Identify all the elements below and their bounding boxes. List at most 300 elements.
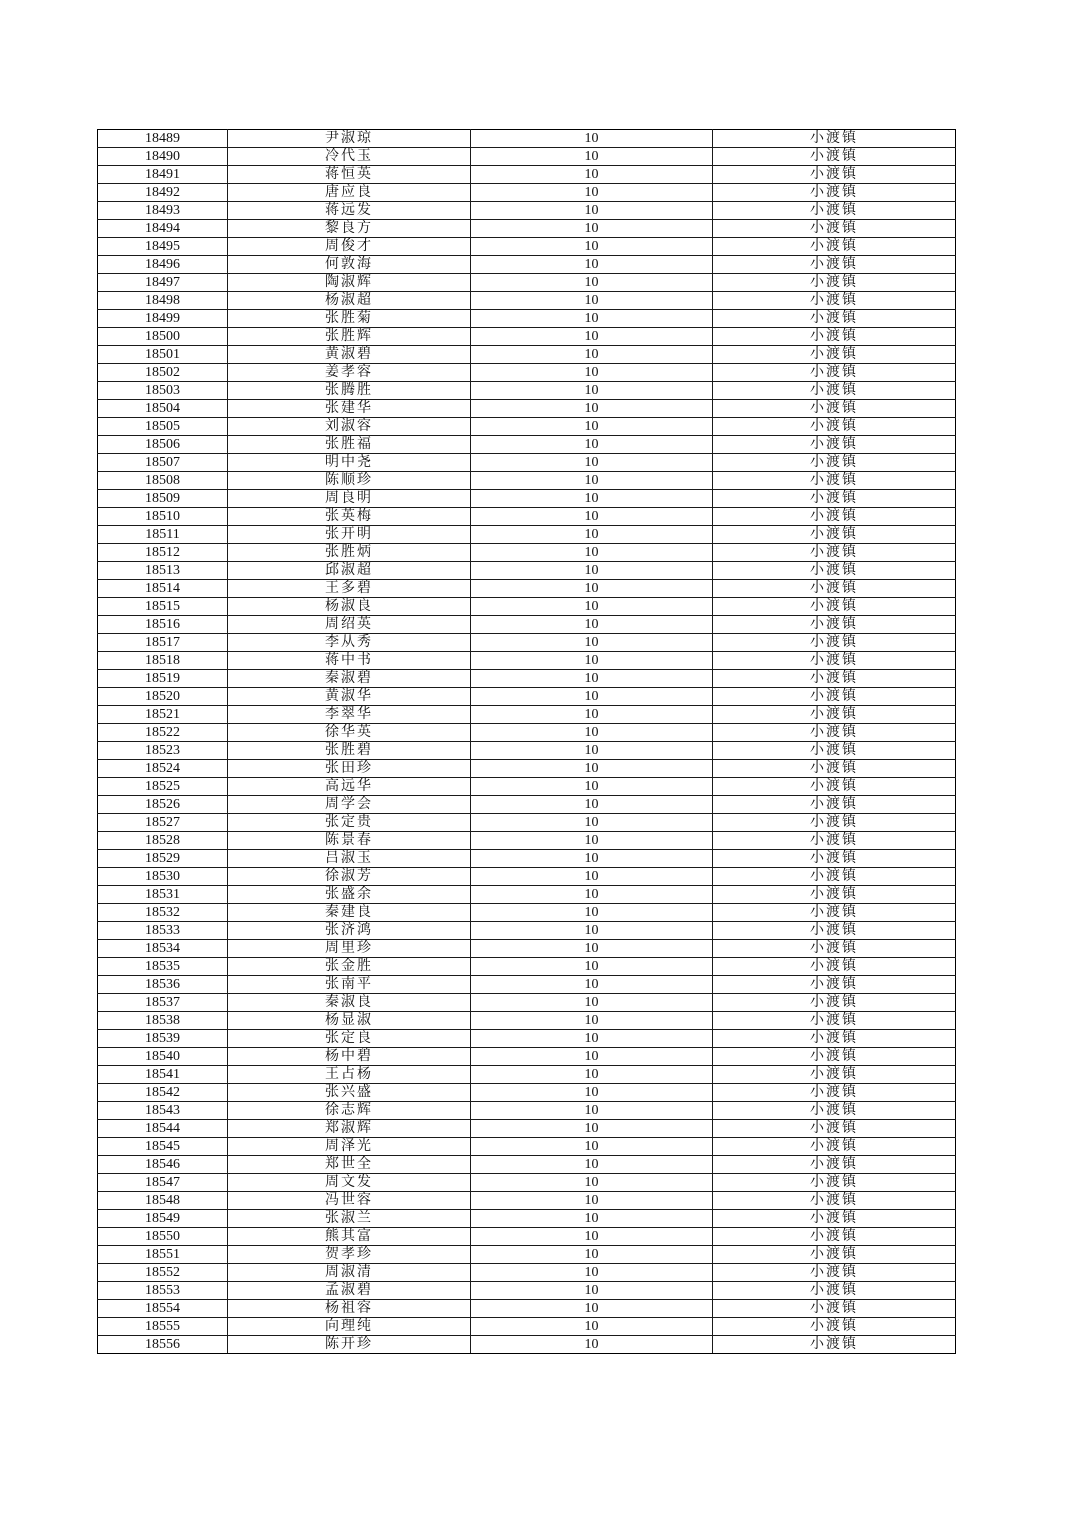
- town-cell: 小渡镇: [713, 850, 956, 868]
- amount-cell: 10: [471, 1228, 713, 1246]
- person-name-cell: 周文发: [228, 1174, 471, 1192]
- person-name-cell: 黎良方: [228, 220, 471, 238]
- table-row: [98, 238, 956, 256]
- person-name-cell: 孟淑碧: [228, 1282, 471, 1300]
- table-row: [98, 922, 956, 940]
- amount-cell: 10: [471, 1030, 713, 1048]
- row-number-cell: 18510: [98, 508, 228, 526]
- town-cell: 小渡镇: [713, 490, 956, 508]
- town-cell: 小渡镇: [713, 958, 956, 976]
- town-cell: 小渡镇: [713, 328, 956, 346]
- amount-cell: 10: [471, 724, 713, 742]
- person-name-cell: 熊其富: [228, 1228, 471, 1246]
- table-row: [98, 148, 956, 166]
- row-number-cell: 18494: [98, 220, 228, 238]
- table-row: [98, 742, 956, 760]
- person-name-cell: 张建华: [228, 400, 471, 418]
- town-cell: 小渡镇: [713, 940, 956, 958]
- row-number-cell: 18525: [98, 778, 228, 796]
- amount-cell: 10: [471, 940, 713, 958]
- amount-cell: 10: [471, 976, 713, 994]
- town-cell: 小渡镇: [713, 652, 956, 670]
- row-number-cell: 18538: [98, 1012, 228, 1030]
- amount-cell: 10: [471, 1282, 713, 1300]
- table-row: [98, 1246, 956, 1264]
- town-cell: 小渡镇: [713, 922, 956, 940]
- person-name-cell: 秦淑碧: [228, 670, 471, 688]
- town-cell: 小渡镇: [713, 1102, 956, 1120]
- data-table: [97, 129, 956, 1354]
- person-name-cell: 张济鸿: [228, 922, 471, 940]
- amount-cell: 10: [471, 454, 713, 472]
- amount-cell: 10: [471, 814, 713, 832]
- person-name-cell: 秦淑良: [228, 994, 471, 1012]
- amount-cell: 10: [471, 544, 713, 562]
- row-number-cell: 18495: [98, 238, 228, 256]
- table-row: [98, 1138, 956, 1156]
- amount-cell: 10: [471, 760, 713, 778]
- town-cell: 小渡镇: [713, 904, 956, 922]
- table-row: [98, 1030, 956, 1048]
- town-cell: 小渡镇: [713, 796, 956, 814]
- row-number-cell: 18521: [98, 706, 228, 724]
- person-name-cell: 张淑兰: [228, 1210, 471, 1228]
- table-row: [98, 940, 956, 958]
- row-number-cell: 18544: [98, 1120, 228, 1138]
- amount-cell: 10: [471, 1318, 713, 1336]
- town-cell: 小渡镇: [713, 1282, 956, 1300]
- row-number-cell: 18519: [98, 670, 228, 688]
- table-row: [98, 544, 956, 562]
- amount-cell: 10: [471, 886, 713, 904]
- table-row: [98, 562, 956, 580]
- town-cell: 小渡镇: [713, 202, 956, 220]
- amount-cell: 10: [471, 256, 713, 274]
- row-number-cell: 18531: [98, 886, 228, 904]
- table-row: [98, 706, 956, 724]
- row-number-cell: 18491: [98, 166, 228, 184]
- town-cell: 小渡镇: [713, 1084, 956, 1102]
- table-row: [98, 526, 956, 544]
- row-number-cell: 18532: [98, 904, 228, 922]
- row-number-cell: 18505: [98, 418, 228, 436]
- person-name-cell: 吕淑玉: [228, 850, 471, 868]
- amount-cell: 10: [471, 292, 713, 310]
- person-name-cell: 何敦海: [228, 256, 471, 274]
- row-number-cell: 18493: [98, 202, 228, 220]
- person-name-cell: 徐志辉: [228, 1102, 471, 1120]
- row-number-cell: 18526: [98, 796, 228, 814]
- town-cell: 小渡镇: [713, 1228, 956, 1246]
- person-name-cell: 陶淑辉: [228, 274, 471, 292]
- row-number-cell: 18540: [98, 1048, 228, 1066]
- amount-cell: 10: [471, 436, 713, 454]
- row-number-cell: 18513: [98, 562, 228, 580]
- town-cell: 小渡镇: [713, 436, 956, 454]
- person-name-cell: 黄淑华: [228, 688, 471, 706]
- person-name-cell: 周淑清: [228, 1264, 471, 1282]
- row-number-cell: 18498: [98, 292, 228, 310]
- person-name-cell: 张腾胜: [228, 382, 471, 400]
- amount-cell: 10: [471, 778, 713, 796]
- person-name-cell: 冷代玉: [228, 148, 471, 166]
- table-row: [98, 220, 956, 238]
- table-row: [98, 346, 956, 364]
- table-row: [98, 310, 956, 328]
- amount-cell: 10: [471, 742, 713, 760]
- person-name-cell: 张南平: [228, 976, 471, 994]
- table-row: [98, 958, 956, 976]
- table-row: [98, 652, 956, 670]
- table-row: [98, 796, 956, 814]
- town-cell: 小渡镇: [713, 364, 956, 382]
- person-name-cell: 冯世容: [228, 1192, 471, 1210]
- table-row: [98, 688, 956, 706]
- person-name-cell: 王占杨: [228, 1066, 471, 1084]
- person-name-cell: 尹淑琼: [228, 130, 471, 148]
- row-number-cell: 18530: [98, 868, 228, 886]
- table-row: [98, 1192, 956, 1210]
- town-cell: 小渡镇: [713, 184, 956, 202]
- town-cell: 小渡镇: [713, 562, 956, 580]
- row-number-cell: 18543: [98, 1102, 228, 1120]
- town-cell: 小渡镇: [713, 1030, 956, 1048]
- table-row: [98, 508, 956, 526]
- town-cell: 小渡镇: [713, 742, 956, 760]
- table-row: [98, 490, 956, 508]
- row-number-cell: 18529: [98, 850, 228, 868]
- person-name-cell: 贺孝珍: [228, 1246, 471, 1264]
- town-cell: 小渡镇: [713, 994, 956, 1012]
- row-number-cell: 18537: [98, 994, 228, 1012]
- person-name-cell: 张胜福: [228, 436, 471, 454]
- table-row: [98, 202, 956, 220]
- person-name-cell: 明中尧: [228, 454, 471, 472]
- table-row: [98, 1012, 956, 1030]
- town-cell: 小渡镇: [713, 778, 956, 796]
- table-row: [98, 1066, 956, 1084]
- person-name-cell: 周学会: [228, 796, 471, 814]
- table-row: [98, 1264, 956, 1282]
- table-row: [98, 1102, 956, 1120]
- amount-cell: 10: [471, 328, 713, 346]
- amount-cell: 10: [471, 346, 713, 364]
- amount-cell: 10: [471, 1066, 713, 1084]
- table-row: [98, 616, 956, 634]
- table-row: [98, 400, 956, 418]
- person-name-cell: 姜孝容: [228, 364, 471, 382]
- table-row: [98, 1336, 956, 1354]
- town-cell: 小渡镇: [713, 706, 956, 724]
- town-cell: 小渡镇: [713, 724, 956, 742]
- row-number-cell: 18539: [98, 1030, 228, 1048]
- town-cell: 小渡镇: [713, 1156, 956, 1174]
- amount-cell: 10: [471, 1192, 713, 1210]
- table-row: [98, 580, 956, 598]
- row-number-cell: 18489: [98, 130, 228, 148]
- table-row: [98, 778, 956, 796]
- table-row: [98, 1174, 956, 1192]
- table-row: [98, 976, 956, 994]
- table-row: [98, 724, 956, 742]
- person-name-cell: 蒋恒英: [228, 166, 471, 184]
- town-cell: 小渡镇: [713, 130, 956, 148]
- table-row: [98, 850, 956, 868]
- row-number-cell: 18546: [98, 1156, 228, 1174]
- town-cell: 小渡镇: [713, 292, 956, 310]
- table-row: [98, 382, 956, 400]
- row-number-cell: 18534: [98, 940, 228, 958]
- amount-cell: 10: [471, 850, 713, 868]
- town-cell: 小渡镇: [713, 976, 956, 994]
- row-number-cell: 18492: [98, 184, 228, 202]
- town-cell: 小渡镇: [713, 256, 956, 274]
- row-number-cell: 18548: [98, 1192, 228, 1210]
- person-name-cell: 张胜菊: [228, 310, 471, 328]
- town-cell: 小渡镇: [713, 508, 956, 526]
- amount-cell: 10: [471, 922, 713, 940]
- person-name-cell: 张定良: [228, 1030, 471, 1048]
- table-row: [98, 814, 956, 832]
- person-name-cell: 陈开珍: [228, 1336, 471, 1354]
- amount-cell: 10: [471, 1336, 713, 1354]
- town-cell: 小渡镇: [713, 526, 956, 544]
- row-number-cell: 18506: [98, 436, 228, 454]
- town-cell: 小渡镇: [713, 1264, 956, 1282]
- table-row: [98, 832, 956, 850]
- row-number-cell: 18552: [98, 1264, 228, 1282]
- amount-cell: 10: [471, 1048, 713, 1066]
- amount-cell: 10: [471, 490, 713, 508]
- row-number-cell: 18512: [98, 544, 228, 562]
- person-name-cell: 李翠华: [228, 706, 471, 724]
- row-number-cell: 18547: [98, 1174, 228, 1192]
- amount-cell: 10: [471, 796, 713, 814]
- town-cell: 小渡镇: [713, 598, 956, 616]
- row-number-cell: 18536: [98, 976, 228, 994]
- row-number-cell: 18527: [98, 814, 228, 832]
- town-cell: 小渡镇: [713, 580, 956, 598]
- town-cell: 小渡镇: [713, 1192, 956, 1210]
- row-number-cell: 18501: [98, 346, 228, 364]
- amount-cell: 10: [471, 400, 713, 418]
- town-cell: 小渡镇: [713, 832, 956, 850]
- row-number-cell: 18524: [98, 760, 228, 778]
- person-name-cell: 郑淑辉: [228, 1120, 471, 1138]
- row-number-cell: 18554: [98, 1300, 228, 1318]
- town-cell: 小渡镇: [713, 634, 956, 652]
- row-number-cell: 18535: [98, 958, 228, 976]
- row-number-cell: 18549: [98, 1210, 228, 1228]
- table-row: [98, 1048, 956, 1066]
- row-number-cell: 18556: [98, 1336, 228, 1354]
- amount-cell: 10: [471, 364, 713, 382]
- amount-cell: 10: [471, 1174, 713, 1192]
- row-number-cell: 18507: [98, 454, 228, 472]
- row-number-cell: 18528: [98, 832, 228, 850]
- amount-cell: 10: [471, 562, 713, 580]
- person-name-cell: 杨显淑: [228, 1012, 471, 1030]
- amount-cell: 10: [471, 1120, 713, 1138]
- amount-cell: 10: [471, 958, 713, 976]
- table-row: [98, 292, 956, 310]
- town-cell: 小渡镇: [713, 616, 956, 634]
- town-cell: 小渡镇: [713, 1336, 956, 1354]
- table-row: [98, 418, 956, 436]
- amount-cell: 10: [471, 274, 713, 292]
- town-cell: 小渡镇: [713, 1048, 956, 1066]
- amount-cell: 10: [471, 382, 713, 400]
- person-name-cell: 张胜碧: [228, 742, 471, 760]
- person-name-cell: 张兴盛: [228, 1084, 471, 1102]
- table-row: [98, 868, 956, 886]
- amount-cell: 10: [471, 1156, 713, 1174]
- table-row: [98, 904, 956, 922]
- town-cell: 小渡镇: [713, 238, 956, 256]
- table-row: [98, 184, 956, 202]
- person-name-cell: 张胜辉: [228, 328, 471, 346]
- amount-cell: 10: [471, 1138, 713, 1156]
- amount-cell: 10: [471, 202, 713, 220]
- person-name-cell: 徐淑芳: [228, 868, 471, 886]
- town-cell: 小渡镇: [713, 868, 956, 886]
- person-name-cell: 李从秀: [228, 634, 471, 652]
- town-cell: 小渡镇: [713, 274, 956, 292]
- row-number-cell: 18503: [98, 382, 228, 400]
- town-cell: 小渡镇: [713, 472, 956, 490]
- amount-cell: 10: [471, 904, 713, 922]
- town-cell: 小渡镇: [713, 1210, 956, 1228]
- row-number-cell: 18542: [98, 1084, 228, 1102]
- person-name-cell: 王多碧: [228, 580, 471, 598]
- person-name-cell: 张英梅: [228, 508, 471, 526]
- person-name-cell: 杨祖容: [228, 1300, 471, 1318]
- amount-cell: 10: [471, 508, 713, 526]
- table-row: [98, 328, 956, 346]
- amount-cell: 10: [471, 472, 713, 490]
- table-row: [98, 1300, 956, 1318]
- row-number-cell: 18553: [98, 1282, 228, 1300]
- amount-cell: 10: [471, 1012, 713, 1030]
- table-row: [98, 634, 956, 652]
- row-number-cell: 18541: [98, 1066, 228, 1084]
- table-row: [98, 670, 956, 688]
- person-name-cell: 徐华英: [228, 724, 471, 742]
- town-cell: 小渡镇: [713, 670, 956, 688]
- town-cell: 小渡镇: [713, 1120, 956, 1138]
- row-number-cell: 18545: [98, 1138, 228, 1156]
- person-name-cell: 向理纯: [228, 1318, 471, 1336]
- person-name-cell: 张定贵: [228, 814, 471, 832]
- person-name-cell: 周良明: [228, 490, 471, 508]
- amount-cell: 10: [471, 220, 713, 238]
- person-name-cell: 张胜炳: [228, 544, 471, 562]
- town-cell: 小渡镇: [713, 1174, 956, 1192]
- amount-cell: 10: [471, 832, 713, 850]
- town-cell: 小渡镇: [713, 1066, 956, 1084]
- row-number-cell: 18555: [98, 1318, 228, 1336]
- row-number-cell: 18502: [98, 364, 228, 382]
- row-number-cell: 18516: [98, 616, 228, 634]
- amount-cell: 10: [471, 310, 713, 328]
- row-number-cell: 18497: [98, 274, 228, 292]
- town-cell: 小渡镇: [713, 886, 956, 904]
- row-number-cell: 18551: [98, 1246, 228, 1264]
- row-number-cell: 18509: [98, 490, 228, 508]
- town-cell: 小渡镇: [713, 346, 956, 364]
- person-name-cell: 蒋中书: [228, 652, 471, 670]
- amount-cell: 10: [471, 652, 713, 670]
- person-name-cell: 周绍英: [228, 616, 471, 634]
- table-row: [98, 1084, 956, 1102]
- person-name-cell: 陈顺珍: [228, 472, 471, 490]
- table-row: [98, 454, 956, 472]
- row-number-cell: 18504: [98, 400, 228, 418]
- town-cell: 小渡镇: [713, 1138, 956, 1156]
- town-cell: 小渡镇: [713, 382, 956, 400]
- town-cell: 小渡镇: [713, 148, 956, 166]
- town-cell: 小渡镇: [713, 220, 956, 238]
- table-row: [98, 1210, 956, 1228]
- table-row: [98, 1318, 956, 1336]
- table-row: [98, 760, 956, 778]
- table-row: [98, 1282, 956, 1300]
- person-name-cell: 蒋远发: [228, 202, 471, 220]
- person-name-cell: 陈景春: [228, 832, 471, 850]
- row-number-cell: 18523: [98, 742, 228, 760]
- amount-cell: 10: [471, 148, 713, 166]
- table-row: [98, 886, 956, 904]
- town-cell: 小渡镇: [713, 1300, 956, 1318]
- table-row: [98, 1156, 956, 1174]
- person-name-cell: 高远华: [228, 778, 471, 796]
- table-row: [98, 274, 956, 292]
- amount-cell: 10: [471, 994, 713, 1012]
- table-row: [98, 1120, 956, 1138]
- amount-cell: 10: [471, 688, 713, 706]
- person-name-cell: 周泽光: [228, 1138, 471, 1156]
- amount-cell: 10: [471, 706, 713, 724]
- amount-cell: 10: [471, 1210, 713, 1228]
- amount-cell: 10: [471, 1084, 713, 1102]
- person-name-cell: 杨淑超: [228, 292, 471, 310]
- table-row: [98, 436, 956, 454]
- town-cell: 小渡镇: [713, 454, 956, 472]
- town-cell: 小渡镇: [713, 1246, 956, 1264]
- town-cell: 小渡镇: [713, 544, 956, 562]
- row-number-cell: 18500: [98, 328, 228, 346]
- table-row: [98, 130, 956, 148]
- amount-cell: 10: [471, 418, 713, 436]
- person-name-cell: 杨中碧: [228, 1048, 471, 1066]
- person-name-cell: 张盛余: [228, 886, 471, 904]
- row-number-cell: 18490: [98, 148, 228, 166]
- row-number-cell: 18508: [98, 472, 228, 490]
- amount-cell: 10: [471, 670, 713, 688]
- person-name-cell: 刘淑容: [228, 418, 471, 436]
- table-body: [98, 130, 956, 1354]
- row-number-cell: 18511: [98, 526, 228, 544]
- person-name-cell: 周里珍: [228, 940, 471, 958]
- amount-cell: 10: [471, 130, 713, 148]
- person-name-cell: 邱淑超: [228, 562, 471, 580]
- amount-cell: 10: [471, 184, 713, 202]
- row-number-cell: 18499: [98, 310, 228, 328]
- amount-cell: 10: [471, 238, 713, 256]
- town-cell: 小渡镇: [713, 418, 956, 436]
- amount-cell: 10: [471, 598, 713, 616]
- amount-cell: 10: [471, 526, 713, 544]
